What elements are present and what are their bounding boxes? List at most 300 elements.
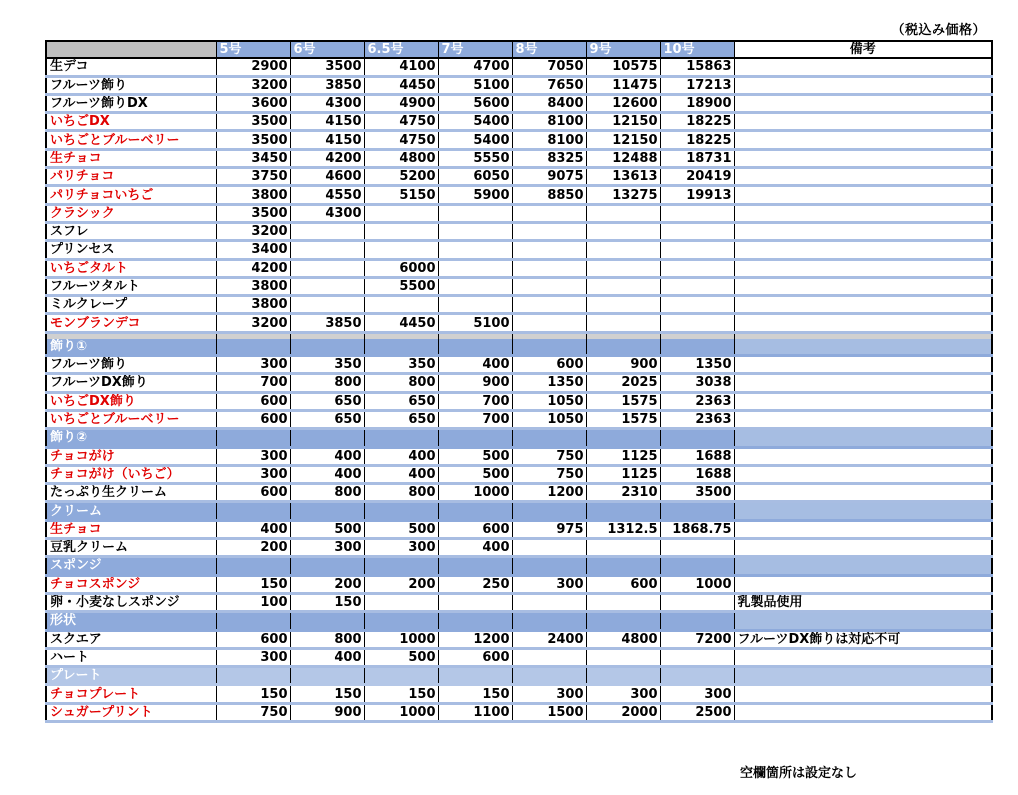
price-cell: 4100	[364, 58, 438, 76]
section-blank-cell	[734, 612, 992, 630]
price-cell: 18731	[660, 149, 734, 167]
item-name: シュガープリント	[46, 703, 216, 721]
price-table	[45, 40, 993, 723]
price-cell	[660, 593, 734, 611]
price-cell: 1200	[512, 484, 586, 502]
section-blank-cell	[734, 557, 992, 575]
price-cell: 1575	[586, 410, 660, 428]
price-cell: 1500	[512, 703, 586, 721]
price-cell: 400	[364, 465, 438, 483]
remark-cell	[734, 186, 992, 204]
price-cell	[512, 314, 586, 332]
price-cell	[438, 259, 512, 277]
price-cell: 700	[438, 392, 512, 410]
price-cell: 3800	[216, 186, 290, 204]
item-name: 生チョコ	[46, 149, 216, 167]
price-cell	[364, 222, 438, 240]
price-cell	[660, 222, 734, 240]
price-cell: 300	[290, 539, 364, 557]
item-name: パリチョコ	[46, 168, 216, 186]
price-cell	[660, 259, 734, 277]
remark-cell	[734, 131, 992, 149]
price-cell: 12600	[586, 94, 660, 112]
price-cell: 400	[438, 539, 512, 557]
section-blank-cell	[734, 429, 992, 447]
remark-cell	[734, 520, 992, 538]
section-blank-cell	[438, 502, 512, 520]
remark-cell	[734, 703, 992, 721]
price-cell: 500	[364, 648, 438, 666]
price-cell	[438, 593, 512, 611]
price-cell: 600	[216, 484, 290, 502]
remark-cell	[734, 58, 992, 76]
table-row	[46, 703, 992, 721]
price-cell: 19913	[660, 186, 734, 204]
item-name: たっぷり生クリーム	[46, 484, 216, 502]
price-cell: 5600	[438, 94, 512, 112]
section-blank-cell	[290, 429, 364, 447]
price-cell	[290, 296, 364, 314]
section-blank-cell	[364, 557, 438, 575]
price-cell: 7200	[660, 630, 734, 648]
price-cell: 150	[364, 685, 438, 703]
price-cell	[364, 204, 438, 222]
price-cell	[512, 241, 586, 259]
price-cell: 750	[512, 447, 586, 465]
price-cell	[586, 259, 660, 277]
price-cell: 20419	[660, 168, 734, 186]
price-cell: 400	[364, 447, 438, 465]
price-cell: 5500	[364, 277, 438, 295]
price-cell: 650	[364, 410, 438, 428]
price-cell: 150	[438, 685, 512, 703]
price-cell: 1125	[586, 465, 660, 483]
price-cell: 4200	[216, 259, 290, 277]
section-blank-cell	[660, 612, 734, 630]
price-cell: 400	[290, 648, 364, 666]
table-row	[46, 94, 992, 112]
price-cell: 4150	[290, 113, 364, 131]
section-blank-cell	[438, 667, 512, 685]
table-row	[46, 131, 992, 149]
section-blank-cell	[364, 339, 438, 356]
price-cell: 3500	[216, 113, 290, 131]
price-cell: 6000	[364, 259, 438, 277]
table-row	[46, 58, 992, 76]
section-blank-cell	[586, 612, 660, 630]
price-cell	[364, 241, 438, 259]
price-cell: 300	[216, 648, 290, 666]
price-cell: 900	[586, 356, 660, 374]
price-cell: 1688	[660, 447, 734, 465]
section-blank-cell	[660, 667, 734, 685]
table-row	[46, 374, 992, 392]
price-cell: 3800	[216, 296, 290, 314]
price-cell: 4750	[364, 131, 438, 149]
price-cell: 2900	[216, 58, 290, 76]
section-blank-cell	[512, 612, 586, 630]
section-blank-cell	[734, 502, 992, 520]
section-title: クリーム	[46, 502, 216, 520]
price-cell: 7650	[512, 76, 586, 94]
item-name: クラシック	[46, 204, 216, 222]
table-row	[46, 447, 992, 465]
section-blank-cell	[438, 339, 512, 356]
item-name: 生チョコ	[46, 520, 216, 538]
price-cell: 350	[364, 356, 438, 374]
price-cell: 600	[216, 392, 290, 410]
price-cell	[586, 539, 660, 557]
section-blank-cell	[660, 502, 734, 520]
item-name: ハート	[46, 648, 216, 666]
price-cell: 17213	[660, 76, 734, 94]
price-cell: 300	[512, 575, 586, 593]
remark-cell	[734, 539, 992, 557]
price-cell: 2000	[586, 703, 660, 721]
table-body	[46, 58, 992, 721]
price-cell: 8400	[512, 94, 586, 112]
remark-cell	[734, 113, 992, 131]
section-blank-cell	[586, 339, 660, 356]
price-cell: 12488	[586, 149, 660, 167]
price-cell: 750	[512, 465, 586, 483]
remark-cell	[734, 392, 992, 410]
remark-cell	[734, 685, 992, 703]
section-blank-cell	[438, 557, 512, 575]
price-cell	[438, 204, 512, 222]
section-blank-cell	[586, 667, 660, 685]
tax-note: （税込み価格）	[891, 23, 986, 38]
price-cell: 3500	[660, 484, 734, 502]
price-cell: 13613	[586, 168, 660, 186]
section-blank-cell	[290, 667, 364, 685]
price-cell: 4450	[364, 76, 438, 94]
price-cell: 400	[438, 356, 512, 374]
price-cell	[290, 222, 364, 240]
price-cell: 1868.75	[660, 520, 734, 538]
remark-cell	[734, 277, 992, 295]
remark-cell	[734, 296, 992, 314]
price-cell	[290, 241, 364, 259]
section-blank-cell	[438, 429, 512, 447]
price-cell	[364, 296, 438, 314]
price-cell: 3038	[660, 374, 734, 392]
section-blank-cell	[364, 612, 438, 630]
price-cell	[512, 259, 586, 277]
section-title: 形状	[46, 612, 216, 630]
price-cell	[512, 539, 586, 557]
price-cell: 1575	[586, 392, 660, 410]
header-size-5: 5号	[216, 41, 290, 58]
table-row	[46, 149, 992, 167]
price-cell: 4150	[290, 131, 364, 149]
price-cell: 1100	[438, 703, 512, 721]
table-row	[46, 539, 992, 557]
price-cell: 1050	[512, 392, 586, 410]
price-cell: 500	[290, 520, 364, 538]
remark-cell	[734, 222, 992, 240]
remark-cell	[734, 259, 992, 277]
price-cell: 1350	[660, 356, 734, 374]
price-cell: 8100	[512, 131, 586, 149]
price-cell	[438, 277, 512, 295]
price-cell: 200	[290, 575, 364, 593]
price-cell: 3600	[216, 94, 290, 112]
price-cell: 9075	[512, 168, 586, 186]
price-cell: 650	[290, 410, 364, 428]
remark-cell	[734, 356, 992, 374]
price-cell: 18900	[660, 94, 734, 112]
price-cell: 300	[216, 356, 290, 374]
price-cell	[512, 296, 586, 314]
table-row	[46, 314, 992, 332]
price-cell: 4750	[364, 113, 438, 131]
item-name: いちごとブルーベリー	[46, 410, 216, 428]
price-cell: 1000	[364, 630, 438, 648]
price-cell: 12150	[586, 131, 660, 149]
table-row	[46, 630, 992, 648]
section-blank-cell	[216, 612, 290, 630]
price-cell: 18225	[660, 131, 734, 149]
item-name: ミルクレープ	[46, 296, 216, 314]
price-cell: 600	[216, 630, 290, 648]
price-cell	[660, 277, 734, 295]
table-row	[46, 520, 992, 538]
table-row	[46, 648, 992, 666]
price-cell	[660, 314, 734, 332]
price-cell: 650	[290, 392, 364, 410]
table-row	[46, 296, 992, 314]
table-row	[46, 593, 992, 611]
item-name: スフレ	[46, 222, 216, 240]
price-cell: 4900	[364, 94, 438, 112]
price-cell: 150	[216, 575, 290, 593]
price-cell	[438, 222, 512, 240]
item-name: いちごとブルーベリー	[46, 131, 216, 149]
remark-cell	[734, 484, 992, 502]
header-size-10: 10号	[660, 41, 734, 58]
price-cell: 3800	[216, 277, 290, 295]
section-blank-cell	[512, 339, 586, 356]
section-blank-cell	[364, 667, 438, 685]
item-name: チョコプレート	[46, 685, 216, 703]
table-row	[46, 410, 992, 428]
price-cell	[660, 296, 734, 314]
price-cell: 7050	[512, 58, 586, 76]
section-blank-cell	[734, 339, 992, 356]
price-cell: 600	[512, 356, 586, 374]
price-cell: 11475	[586, 76, 660, 94]
section-blank-cell	[364, 429, 438, 447]
section-blank-cell	[660, 429, 734, 447]
price-cell: 700	[216, 374, 290, 392]
item-name: いちごDX飾り	[46, 392, 216, 410]
price-cell: 3450	[216, 149, 290, 167]
price-cell: 500	[438, 447, 512, 465]
price-cell: 500	[364, 520, 438, 538]
price-cell: 5550	[438, 149, 512, 167]
table-row	[46, 186, 992, 204]
item-name: モンブランデコ	[46, 314, 216, 332]
section-header-row	[46, 502, 992, 520]
price-cell: 5200	[364, 168, 438, 186]
price-cell: 4800	[364, 149, 438, 167]
item-name: チョコスポンジ	[46, 575, 216, 593]
section-blank-cell	[290, 339, 364, 356]
price-cell: 4450	[364, 314, 438, 332]
price-cell: 4200	[290, 149, 364, 167]
price-cell: 300	[660, 685, 734, 703]
section-blank-cell	[734, 667, 992, 685]
price-cell: 2310	[586, 484, 660, 502]
price-cell: 800	[290, 484, 364, 502]
header-size-7: 7号	[438, 41, 512, 58]
price-cell: 150	[216, 685, 290, 703]
price-cell: 3200	[216, 314, 290, 332]
price-cell: 4600	[290, 168, 364, 186]
price-cell: 300	[216, 465, 290, 483]
price-cell	[660, 648, 734, 666]
price-cell: 4800	[586, 630, 660, 648]
item-name: パリチョコいちご	[46, 186, 216, 204]
price-cell: 800	[364, 484, 438, 502]
price-cell: 5100	[438, 314, 512, 332]
section-title: 飾り②	[46, 429, 216, 447]
price-cell: 4550	[290, 186, 364, 204]
header-size-8: 8号	[512, 41, 586, 58]
price-cell: 3200	[216, 222, 290, 240]
remark-cell: 乳製品使用	[734, 593, 992, 611]
price-cell	[660, 241, 734, 259]
price-cell	[512, 204, 586, 222]
price-cell	[364, 593, 438, 611]
price-cell: 800	[364, 374, 438, 392]
section-blank-cell	[290, 612, 364, 630]
price-cell: 650	[364, 392, 438, 410]
price-cell: 5900	[438, 186, 512, 204]
item-name: いちごDX	[46, 113, 216, 131]
section-blank-cell	[216, 429, 290, 447]
price-cell	[512, 648, 586, 666]
price-cell	[290, 259, 364, 277]
price-cell: 2363	[660, 392, 734, 410]
header-row	[46, 41, 992, 58]
remark-cell	[734, 168, 992, 186]
price-cell: 5400	[438, 113, 512, 131]
section-blank-cell	[512, 667, 586, 685]
price-cell: 18225	[660, 113, 734, 131]
remark-cell	[734, 94, 992, 112]
price-cell: 2363	[660, 410, 734, 428]
remark-cell	[734, 465, 992, 483]
price-cell: 150	[290, 593, 364, 611]
item-name: プリンセス	[46, 241, 216, 259]
remark-cell	[734, 76, 992, 94]
price-cell: 3850	[290, 314, 364, 332]
price-cell: 800	[290, 630, 364, 648]
price-cell: 2400	[512, 630, 586, 648]
table-row	[46, 356, 992, 374]
price-cell: 12150	[586, 113, 660, 131]
price-cell: 400	[290, 447, 364, 465]
price-cell	[438, 241, 512, 259]
price-cell: 3500	[216, 204, 290, 222]
remark-cell	[734, 314, 992, 332]
header-size-6: 6号	[290, 41, 364, 58]
price-cell	[512, 277, 586, 295]
item-name: フルーツ飾り	[46, 356, 216, 374]
price-cell: 5100	[438, 76, 512, 94]
section-blank-cell	[216, 339, 290, 356]
price-cell: 350	[290, 356, 364, 374]
section-header-row	[46, 612, 992, 630]
price-cell	[512, 222, 586, 240]
price-cell: 10575	[586, 58, 660, 76]
header-size-9: 9号	[586, 41, 660, 58]
price-cell	[660, 204, 734, 222]
table-row	[46, 204, 992, 222]
header-size-6-5: 6.5号	[364, 41, 438, 58]
price-cell	[438, 296, 512, 314]
price-cell: 15863	[660, 58, 734, 76]
price-cell	[586, 314, 660, 332]
price-cell: 700	[438, 410, 512, 428]
price-cell: 2025	[586, 374, 660, 392]
table-row	[46, 575, 992, 593]
header-name	[46, 41, 216, 58]
item-name: フルーツタルト	[46, 277, 216, 295]
table-row	[46, 484, 992, 502]
remark-cell	[734, 447, 992, 465]
price-cell: 1350	[512, 374, 586, 392]
price-cell: 200	[216, 539, 290, 557]
price-cell: 8100	[512, 113, 586, 131]
price-cell: 300	[512, 685, 586, 703]
section-blank-cell	[216, 557, 290, 575]
table-row	[46, 113, 992, 131]
price-cell: 300	[216, 447, 290, 465]
section-blank-cell	[586, 502, 660, 520]
remark-cell	[734, 149, 992, 167]
price-cell: 2500	[660, 703, 734, 721]
price-cell: 150	[290, 685, 364, 703]
table-row	[46, 241, 992, 259]
price-cell: 400	[216, 520, 290, 538]
price-cell: 1050	[512, 410, 586, 428]
price-cell	[586, 593, 660, 611]
price-cell: 3850	[290, 76, 364, 94]
price-cell: 1200	[438, 630, 512, 648]
price-cell	[660, 539, 734, 557]
price-cell: 1000	[438, 484, 512, 502]
remark-cell	[734, 575, 992, 593]
section-header-row	[46, 429, 992, 447]
table-row	[46, 465, 992, 483]
section-blank-cell	[512, 429, 586, 447]
price-cell	[586, 222, 660, 240]
price-cell: 500	[438, 465, 512, 483]
section-header-row	[46, 339, 992, 356]
remark-cell	[734, 648, 992, 666]
section-blank-cell	[290, 557, 364, 575]
section-blank-cell	[364, 502, 438, 520]
price-cell	[512, 593, 586, 611]
section-blank-cell	[438, 612, 512, 630]
price-cell: 1125	[586, 447, 660, 465]
price-cell: 8325	[512, 149, 586, 167]
section-blank-cell	[216, 502, 290, 520]
footer-note: 空欄箇所は設定なし	[740, 766, 858, 781]
